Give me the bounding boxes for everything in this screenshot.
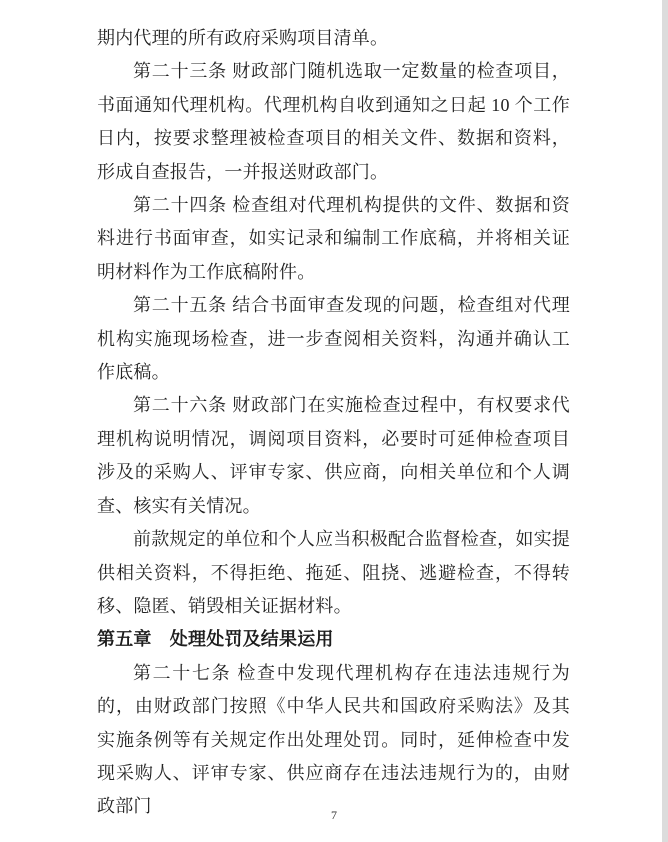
body-paragraph-article-23: 第二十三条 财政部门随机选取一定数量的检查项目，书面通知代理机构。代理机构自收到通知之日起 10 个工作日内，按要求整理被检查项目的相关文件、数据和资料，形成自查报告，一并报送财政部门。 — [97, 61, 570, 182]
document-body — [97, 22, 570, 824]
page-number: 7 — [331, 808, 337, 822]
body-paragraph-article-27: 第二十七条 检查中发现代理机构存在违法违规行为的，由财政部门按照《中华人民共和国政府采购法》及其实施条例等有关规定作出处理处罚。同时，延伸检查中发现采购人、评审专家、供应商存在违法违规行为的，由财政部门 — [97, 662, 570, 817]
body-paragraph-article-25: 第二十五条 结合书面审查发现的问题，检查组对代理机构实施现场检查，进一步查阅相关资料，沟通并确认工作底稿。 — [97, 295, 570, 383]
body-paragraph-continuation: 期内代理的所有政府采购项目清单。 — [97, 28, 389, 48]
body-paragraph-article-24: 第二十四条 检查组对代理机构提供的文件、数据和资料进行书面审查，如实记录和编制工作底稿，并将相关证明材料作为工作底稿附件。 — [97, 195, 570, 282]
body-paragraph-article-26: 第二十六条 财政部门在实施检查过程中，有权要求代理机构说明情况，调阅项目资料，必要时可延伸检查项目涉及的采购人、评审专家、供应商，向相关单位和个人调查、核实有关情况。 — [97, 395, 570, 516]
page-right-edge — [662, 0, 668, 842]
chapter-heading: 第五章 处理处罚及结果运用 — [97, 629, 334, 650]
body-paragraph-article-26-2: 前款规定的单位和个人应当积极配合监督检查，如实提供相关资料，不得拒绝、拖延、阻挠、逃避检查，不得转移、隐匿、销毁相关证据材料。 — [97, 529, 570, 616]
